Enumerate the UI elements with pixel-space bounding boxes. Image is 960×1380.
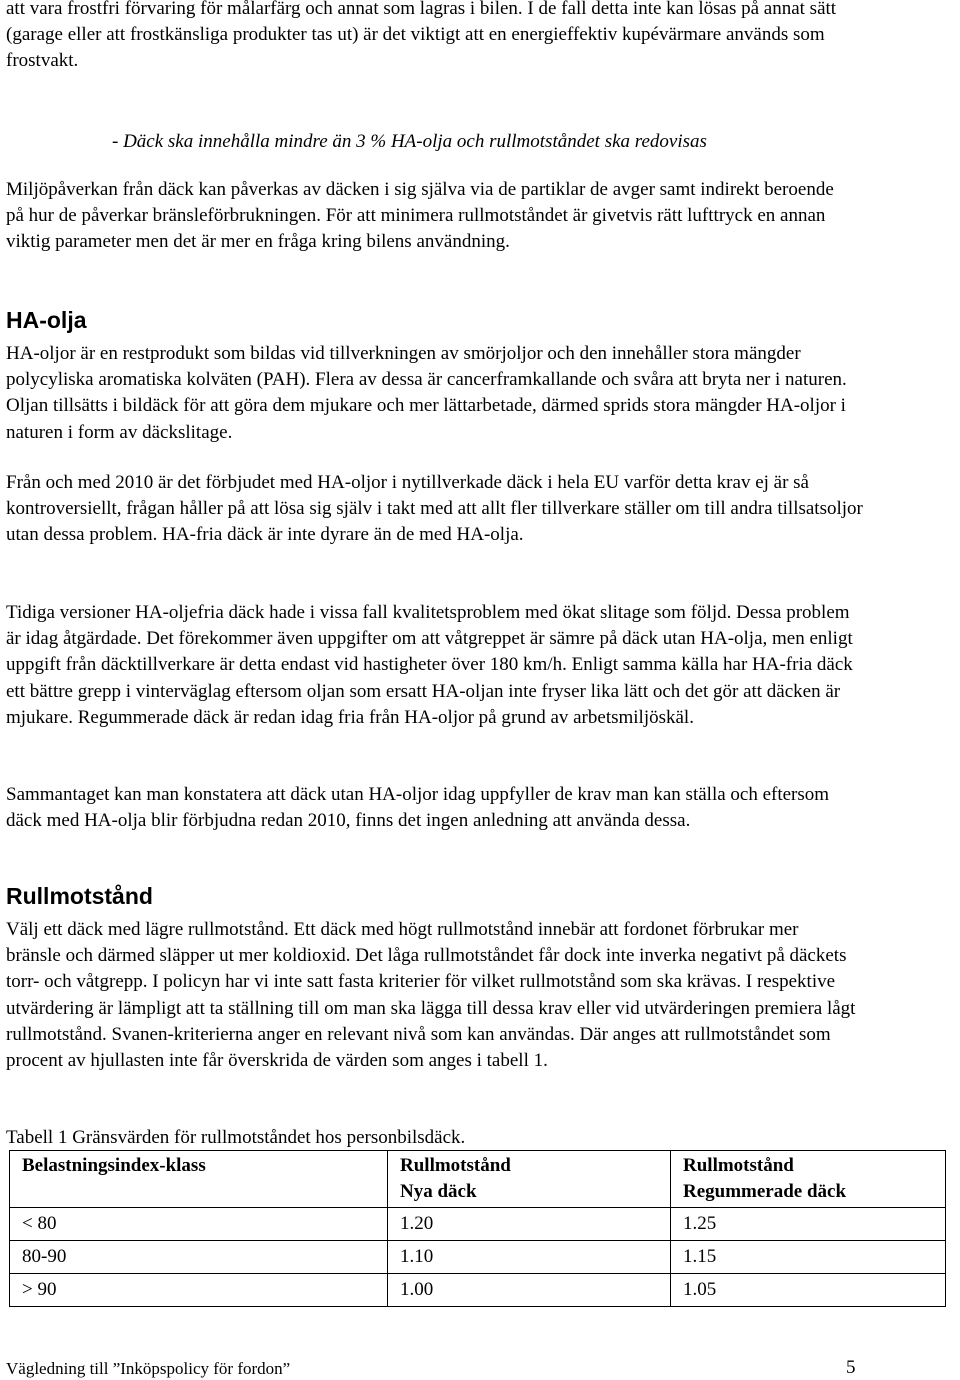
ha-olja-heading: HA-olja bbox=[6, 307, 87, 333]
ha-paragraph-3: Tidiga versioner HA-oljefria däck hade i vissa fall kvalitetsproblem med ökat slitage som följd. Dessa problem är idag åtgärdade. Det förekommer även uppgifter om att våtgreppet är sämre på däck utan HA-olja, men enligt uppgift från däcktillverkare är detta endast vid hastigheter över 180 km/h. Enligt samma källa har HA-fria däck ett bättre grepp i vinterväglag eftersom oljan som ersatt HA-oljan inte fryser lika lätt och det gör att däcken är mjukare. Regummerade däck är redan idag fria från HA-oljor på grund av arbetsmiljöskäl. bbox=[6, 602, 853, 728]
page-number: 5 bbox=[846, 1357, 856, 1378]
rolling-resistance-table bbox=[9, 1150, 946, 1307]
header-cell-retreaded bbox=[671, 1151, 946, 1208]
ha-paragraph-2: Från och med 2010 är det förbjudet med HA-oljor i nytillverkade däck i hela EU varför detta krav ej är så kontroversiellt, frågan håller på att lösa sig själv i takt med att allt fler tillverkare ställer om till andra tillsatsoljor utan dessa problem. HA-fria däck är inte dyrare än de med HA-olja. bbox=[6, 472, 863, 546]
header-sublabel: Nya däck bbox=[400, 1181, 477, 1202]
table-row bbox=[10, 1208, 946, 1241]
table-cell: 1.25 bbox=[671, 1208, 946, 1241]
table-cell: 1.10 bbox=[388, 1241, 671, 1274]
table-cell: 1.05 bbox=[671, 1274, 946, 1307]
header-label: Rullmotstånd bbox=[683, 1155, 794, 1176]
table-cell: > 90 bbox=[10, 1274, 388, 1307]
header-label: Belastningsindex-klass bbox=[22, 1155, 206, 1176]
intro-paragraph: att vara frostfri förvaring för målarfärg och annat som lagras i bilen. I de fall detta inte kan lösas på annat sätt (garage eller att frostkänsliga produkter tas ut) är det viktigt att en energieffektiv kupévärmare används som frostvakt. bbox=[6, 0, 837, 72]
header-cell-new bbox=[388, 1151, 671, 1208]
table-row bbox=[10, 1274, 946, 1307]
table-cell: < 80 bbox=[10, 1208, 388, 1241]
tyre-paragraph: Miljöpåverkan från däck kan påverkas av däcken i sig själva via de partiklar de avger samt indirekt beroende på hur de påverkar bränsleförbrukningen. För att minimera rullmotståndet är givetvis rätt lufttryck en annan viktig parameter men det är mer en fråga kring bilens användning. bbox=[6, 179, 834, 253]
table-header-row bbox=[10, 1151, 946, 1208]
header-sublabel: Regummerade däck bbox=[683, 1181, 847, 1202]
header-cell-class bbox=[10, 1151, 388, 1208]
table-cell: 1.15 bbox=[671, 1241, 946, 1274]
table-cell: 1.20 bbox=[388, 1208, 671, 1241]
ha-paragraph-4: Sammantaget kan man konstatera att däck utan HA-oljor idag uppfyller de krav man kan ställa och eftersom däck med HA-olja blir förbjudna redan 2010, finns det ingen anledning att använda dessa. bbox=[6, 784, 830, 832]
rullmotstand-heading: Rullmotstånd bbox=[6, 883, 153, 909]
table-row bbox=[10, 1241, 946, 1274]
ha-paragraph-1: HA-oljor är en restprodukt som bildas vid tillverkningen av smörjoljor och den innehåller stora mängder polycyliska aromatiska kolväten (PAH). Flera av dessa är cancerframkallande och svåra att bryta ner i naturen. Oljan tillsätts i bildäck för att göra dem mjukare och mer lättarbetade, därmed sprids stora mängder HA-oljor i naturen i form av däckslitage. bbox=[6, 343, 847, 443]
footer-title: Vägledning till ”Inköpspolicy för fordon” bbox=[6, 1359, 291, 1378]
header-label: Rullmotstånd bbox=[400, 1155, 511, 1176]
requirement-heading: - Däck ska innehålla mindre än 3 % HA-olja och rullmotståndet ska redovisas bbox=[112, 131, 707, 152]
table-cell: 1.00 bbox=[388, 1274, 671, 1307]
rullmotstand-paragraph: Välj ett däck med lägre rullmotstånd. Ett däck med högt rullmotstånd innebär att fordonet förbrukar mer bränsle och därmed släpper ut mer koldioxid. Det låga rullmotståndet får dock inte inverka negativt på däckets torr- och våtgrepp. I policyn har vi inte satt fasta kriterier för vilket rullmotstånd som ska krävas. I respektive utvärdering är lämpligt att ta ställning till om man ska lägga till dessa krav eller vid utvärderingen premiera lågt rullmotstånd. Svanen-kriterierna anger en relevant nivå som kan användas. Där anges att rullmotståndet som procent av hjullasten inte får överskrida de värden som anges i tabell 1. bbox=[6, 919, 856, 1072]
table-cell: 80-90 bbox=[10, 1241, 388, 1274]
table-caption: Tabell 1 Gränsvärden för rullmotståndet hos personbilsdäck. bbox=[6, 1127, 466, 1148]
